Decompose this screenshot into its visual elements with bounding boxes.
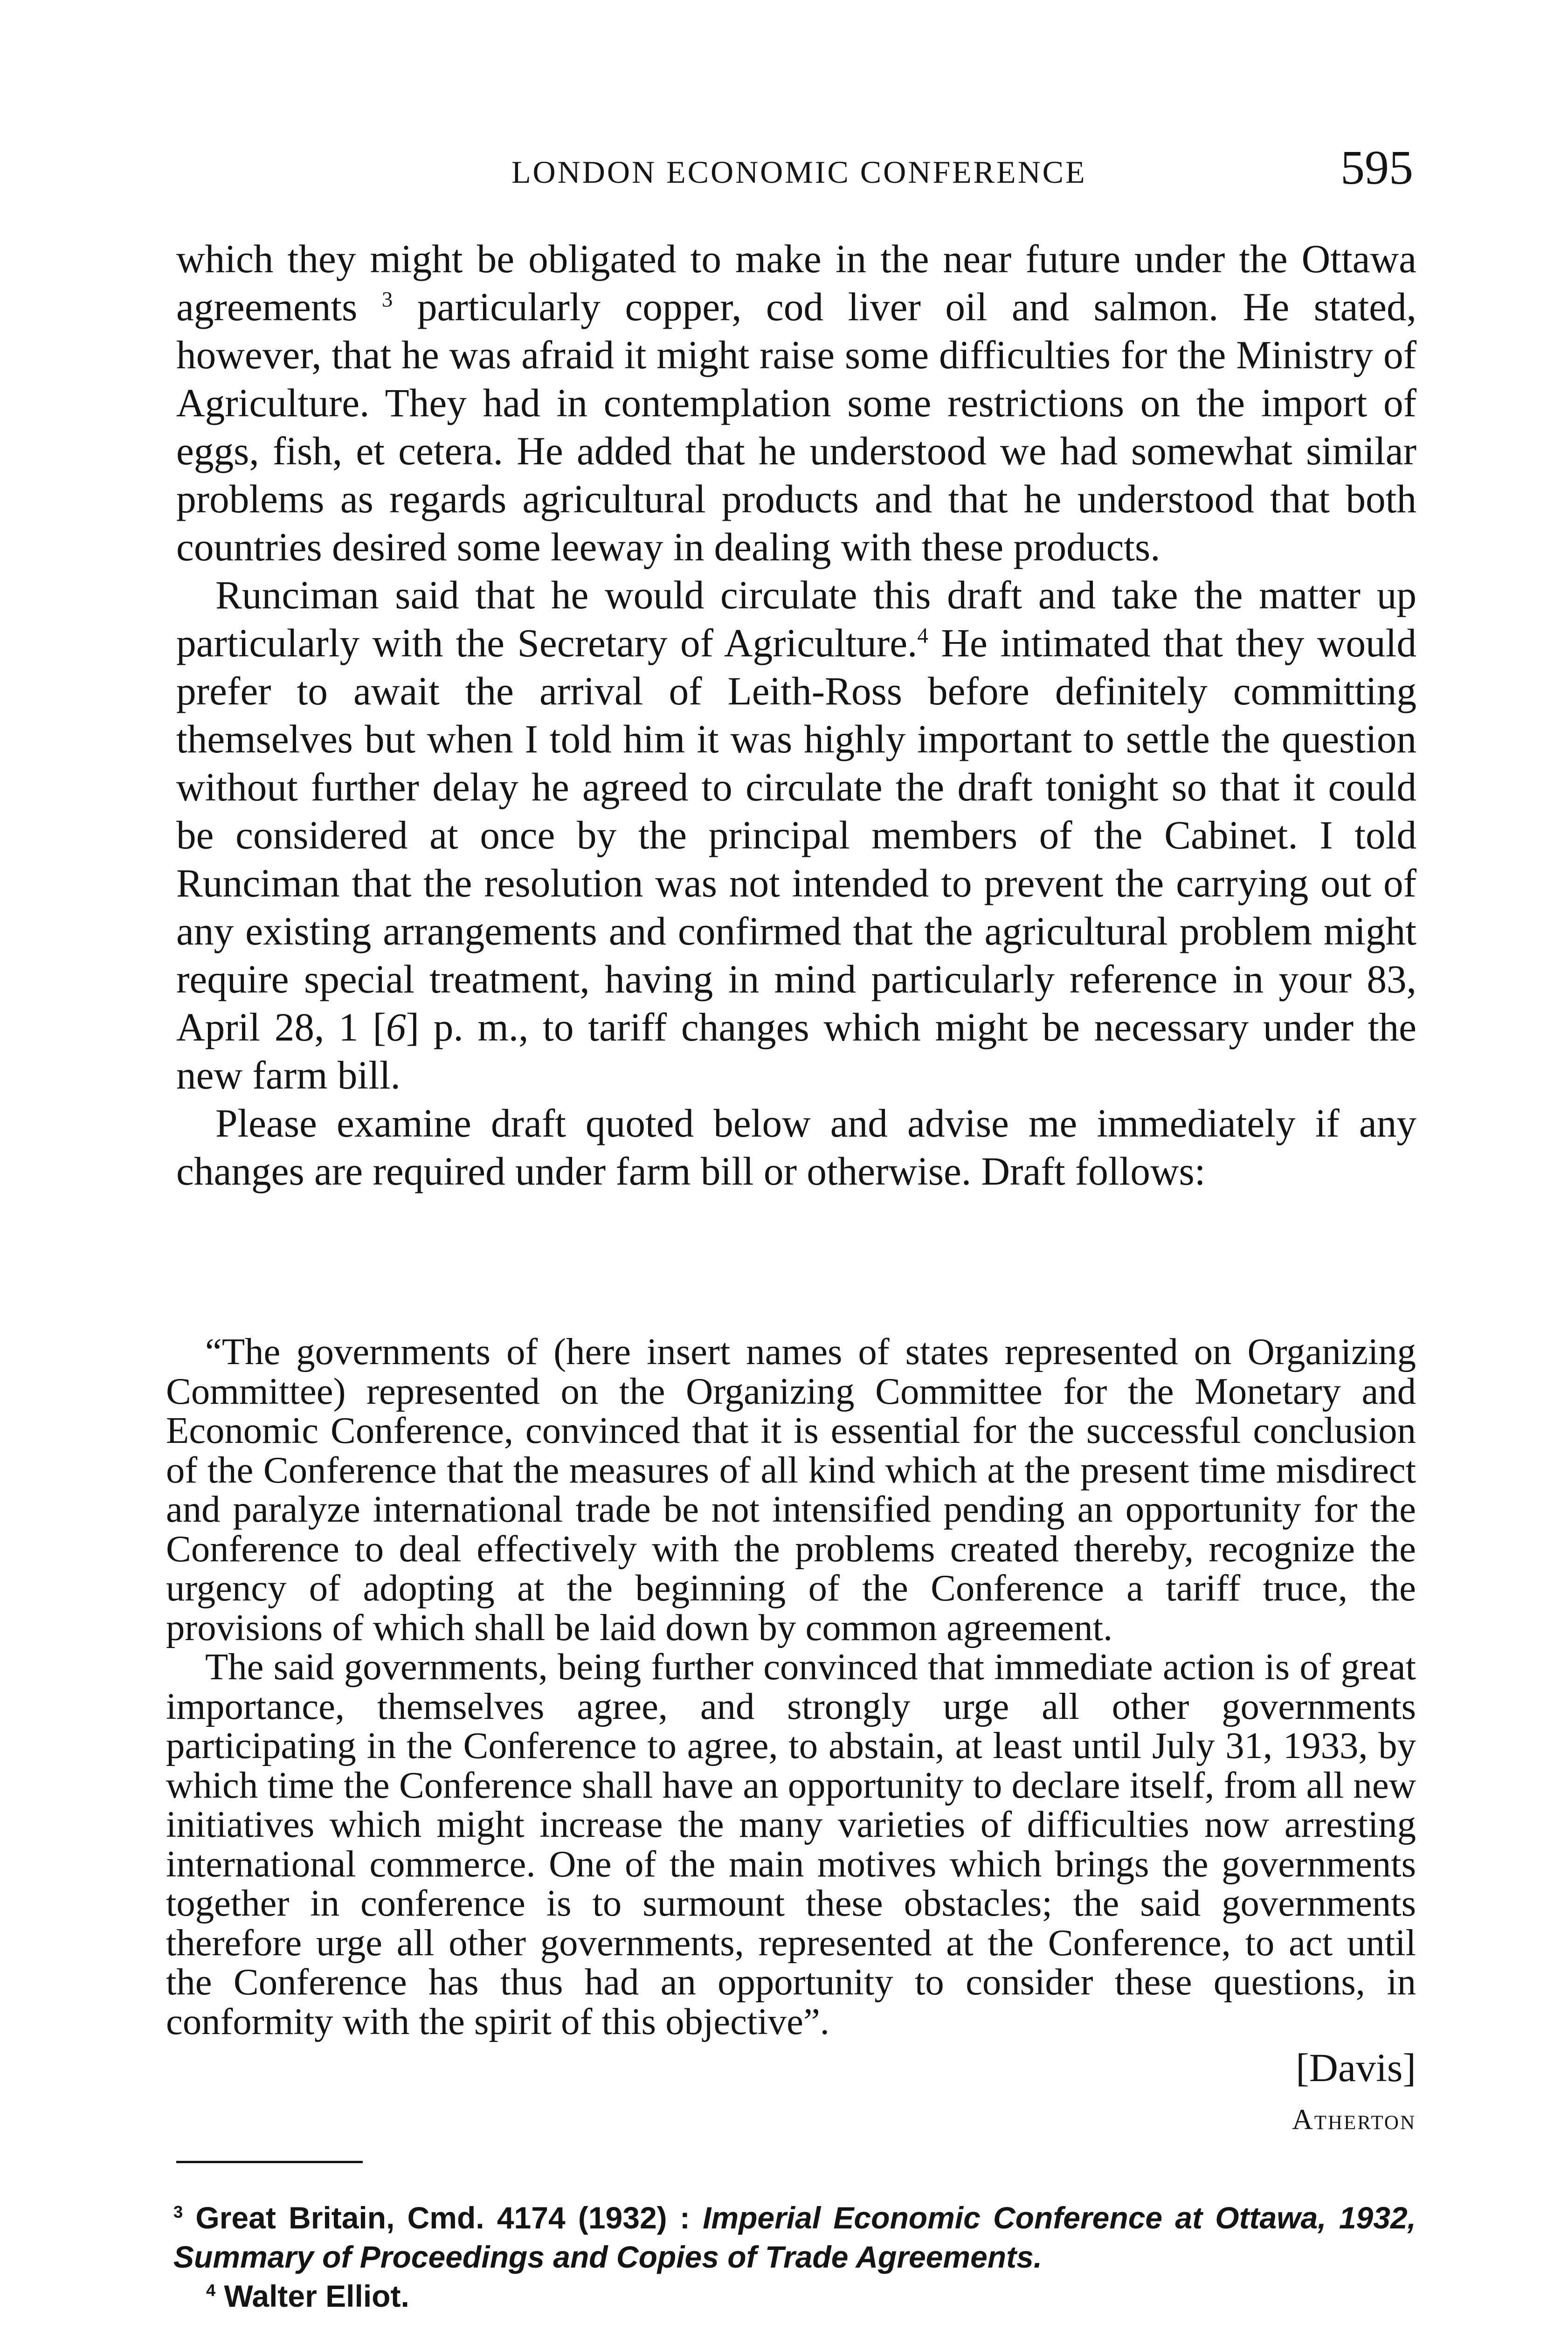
signature-atherton: Atherton — [1292, 2104, 1416, 2136]
quote-paragraph-1: “The governments of (here insert names of states represented on Organizing Committee) represented on the Organizing Committee for the Monetary and Economic Conference, convinced that it is essential for the successful conclusion of the Conference that the measures of all kind which at the present time misdirect and paralyze international trade be not intensified pending an opportunity for the Conference to deal effectively with the problems created thereby, recognize the urgency of adopting at the beginning of the Conference a tariff truce, the provisions of which shall be laid down by common agreement. — [166, 1331, 1416, 1648]
footnote-3 — [173, 2198, 1416, 2276]
page-number: 595 — [1340, 141, 1413, 194]
paragraph-2-text: Runciman said that he would circulate this draft and take the matter up particularly with the Secretary of Agriculture. — [176, 573, 1416, 665]
footnote-3-title: Imperial Economic Conference at Ottawa, 1932, Summary of Proceedings and Copies of Trade Agreements. — [173, 2200, 1416, 2274]
bracketed-correction: 6 — [386, 1006, 406, 1049]
signature-davis: [Davis] — [1296, 2045, 1416, 2090]
footnote-divider — [176, 2161, 363, 2163]
paragraph-2 — [176, 572, 1416, 1100]
body-text — [176, 235, 1416, 1196]
paragraph-3: Please examine draft quoted below and advise me immediately if any changes are required under farm bill or otherwise. Draft follows: — [176, 1102, 1416, 1193]
footnote-ref-4: 4 — [917, 623, 928, 648]
paragraph-1 — [176, 235, 1416, 572]
footnote-ref-3: 3 — [381, 287, 393, 312]
footnote-3-text: Great Britain, Cmd. 4174 (1932) : — [183, 2200, 703, 2235]
footnote-4-mark: 4 — [206, 2281, 216, 2300]
footnote-3-mark: 3 — [173, 2202, 183, 2221]
footnote-4 — [173, 2276, 1416, 2316]
footnotes — [173, 2198, 1416, 2316]
quote-paragraph-2: The said governments, being further convinced that immediate action is of great importance, themselves agree, and strongly urge all other governments participating in the Conference to agree, to abstain, at least until July 31, 1933, by which time the Conference shall have an opportunity to declare itself, from all new initiatives which might increase the many varieties of difficulties now arresting international commerce. One of the main motives which brings the governments together in conference is to surmount these obstacles; the said governments therefore urge all other governments, represented at the Conference, to act until the Conference has thus had an opportunity to consider these questions, in conformity with the spirit of this objective”. — [166, 1646, 1416, 2042]
running-head: LONDON ECONOMIC CONFERENCE — [511, 154, 1087, 190]
paragraph-2-continued: He intimated that they would prefer to await the arrival of Leith-Ross before definitely committing themselves but when I told him it was highly important to settle the question without further delay he agreed to circulate the draft tonight so that it could be considered at once by the principal members of the Cabinet. I told Runciman that the resolution was not intended to prevent the carrying out of any existing arrangements and confirmed that the agricultural problem might require special treatment, having in mind particularly reference in your 83, April 28, 1 [ — [176, 621, 1416, 1049]
paragraph-2-tail: ] p. m., to tariff changes which might be necessary under the new farm bill. — [176, 1006, 1416, 1097]
footnote-4-text: Walter Elliot. — [215, 2279, 409, 2313]
paragraph-1-continued: particularly copper, cod liver oil and salmon. He stated, however, that he was afraid it might raise some difficulties for the Ministry of Agriculture. They had in contemplation some restrictions on the import of eggs, fish, et cetera. He added that he understood we had somewhat similar problems as regards agricultural products and that he understood that both countries desired some leeway in dealing with these products. — [176, 285, 1417, 569]
paragraph-1-text: which they might be obligated to make in the near future under the Ottawa agreements — [176, 237, 1416, 329]
draft-resolution-quote — [166, 1332, 1416, 2041]
